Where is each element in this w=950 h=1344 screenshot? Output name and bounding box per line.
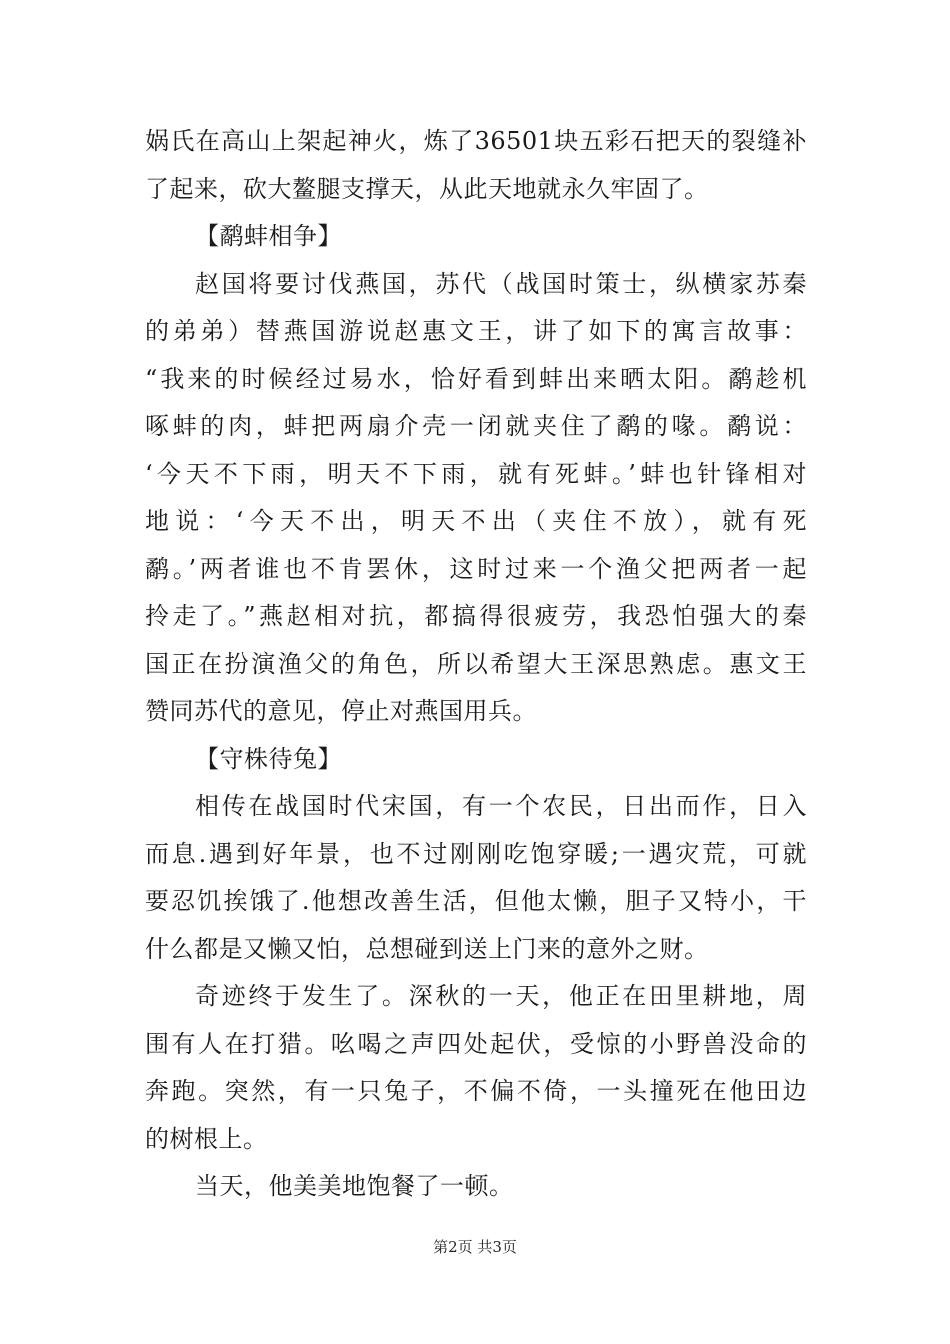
section-heading: 【守株待兔】 <box>195 744 342 773</box>
text-line: 而息.遇到好年景，也不过刚刚吃饱穿暖;一遇灾荒，可就 <box>145 839 807 868</box>
text-line: 什么都是又懒又怕，总想碰到送上门来的意外之财。 <box>145 934 709 963</box>
text-line: 相传在战国时代宋国，有一个农民，日出而作，日入 <box>195 792 807 820</box>
text-line: ‘今天不下雨，明天不下雨，就有死蚌。’蚌也针锋相对 <box>145 459 807 488</box>
text-line: 赵国将要讨伐燕国，苏代（战国时策士，纵横家苏秦 <box>195 269 807 298</box>
text-line: “我来的时候经过易水，恰好看到蚌出来晒太阳。鹬趁机 <box>145 364 807 393</box>
text-line: 娲氏在高山上架起神火，炼了36501块五彩石把天的裂缝补 <box>145 127 807 155</box>
text-line: 当天，他美美地饱餐了一顿。 <box>195 1172 514 1200</box>
text-line: 的树根上。 <box>145 1124 268 1153</box>
text-line: 啄蚌的肉，蚌把两扇介壳一闭就夹住了鹬的喙。鹬说： <box>145 412 807 440</box>
text-line: 拎走了。”燕赵相对抗，都搞得很疲劳，我恐怕强大的秦 <box>145 602 807 630</box>
text-line: 的弟弟）替燕国游说赵惠文王，讲了如下的寓言故事： <box>145 317 807 345</box>
document-body <box>145 118 807 1211</box>
text-line: 鹬。’两者谁也不肯罢休，这时过来一个渔父把两者一起 <box>145 554 807 583</box>
text-line: 国正在扮演渔父的角色，所以希望大王深思熟虑。惠文王 <box>145 649 807 678</box>
text-line: 奔跑。突然，有一只兔子，不偏不倚，一头撞死在他田边 <box>145 1077 807 1105</box>
text-line: 围有人在打猎。吆喝之声四处起伏，受惊的小野兽没命的 <box>145 1029 807 1058</box>
section-heading: 【鹬蚌相争】 <box>195 222 342 250</box>
text-line: 了起来，砍大鳌腿支撑天，从此天地就永久牢固了。 <box>145 174 709 203</box>
text-line: 要忍饥挨饿了.他想改善生活，但他太懒，胆子又特小，干 <box>145 887 807 915</box>
page-footer: 第2页 共3页 <box>433 1238 517 1256</box>
text-line: 赞同苏代的意见，停止对燕国用兵。 <box>145 697 537 725</box>
text-line: 地说：‘今天不出，明天不出（夹住不放），就有死 <box>145 507 807 535</box>
text-line: 奇迹终于发生了。深秋的一天，他正在田里耕地，周 <box>195 982 807 1010</box>
